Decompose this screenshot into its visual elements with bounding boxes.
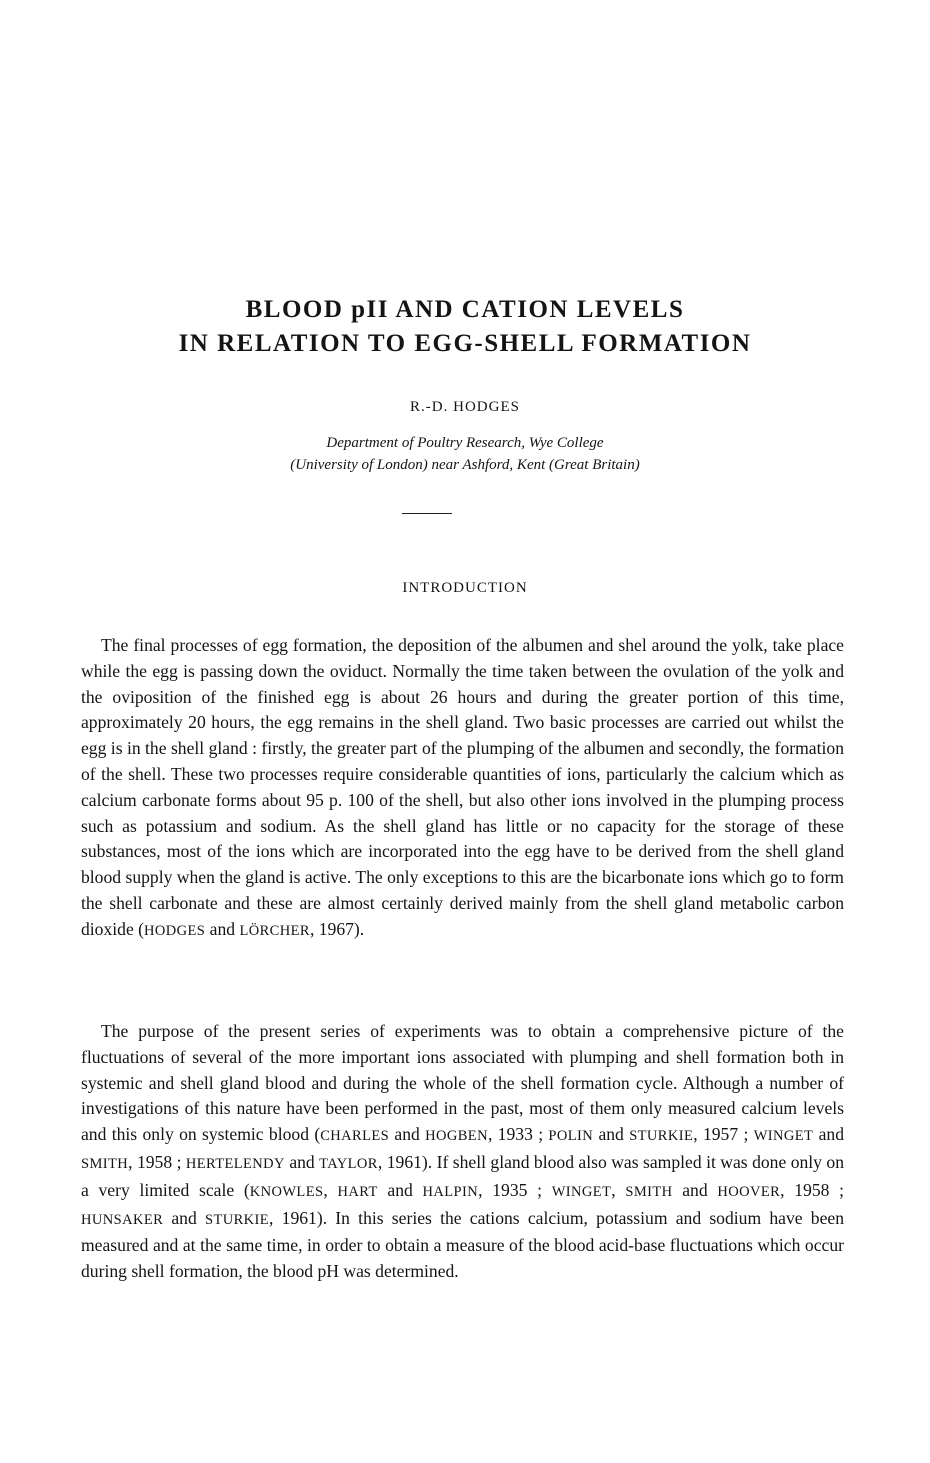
paragraph-text: , 1933 ; <box>487 1124 549 1145</box>
citation-author: HERTELENDY <box>185 1155 285 1172</box>
section-heading-introduction: INTRODUCTION <box>402 580 528 596</box>
paragraph-text: , 1961). If shell gland blood also was sampled it was done only on a very limited scale ( <box>81 1151 845 1200</box>
citation-author: KNOWLES <box>249 1183 324 1200</box>
citation-author: POLIN <box>548 1128 594 1145</box>
paragraph-text: , 1967). <box>309 918 365 939</box>
paragraph-text: and <box>284 1151 320 1172</box>
paragraph-text: The final processes of egg formation, the deposition of the albumen and shel around the yolk, take place while the egg is passing down the oviduct. Normally the time taken between the ovulation of the yolk and the oviposition of the finished egg is about 26 hours and during the greater portion of this time, approximately 20 hours, the egg remains in the shell gland. Two basic processes are carried out whilst the egg is in the shell gland : firstly, the greater part of the plumping of the albumen and secondly, the formation of the shell. These two processes require considerable quantities of ions, particularly the calcium which as calcium carbonate forms about 95 p. 100 of the shell, but also other ions involved in the plumping process such as potassium and sodium. As the shell gland has little or no capacity for the storage of these substances, most of the ions which are incorporated into the egg have to be derived from the shell gland blood supply when the gland is active. The only exceptions to this are the bicarbonate ions which go to form the shell carbonate and these are almost certainly derived mainly from the shell gland metabolic carbon dioxide ( <box>81 635 844 939</box>
introduction-paragraph-2 <box>81 1019 844 1285</box>
citation-author: CHARLES <box>320 1128 390 1145</box>
paragraph-text: , 1957 ; <box>693 1124 754 1145</box>
paragraph-text: and <box>672 1179 718 1200</box>
paragraph-text: and <box>389 1124 426 1145</box>
paragraph-text: and <box>377 1179 423 1200</box>
paragraph-text: and <box>205 918 240 939</box>
citation-author: STURKIE <box>205 1211 270 1228</box>
citation-author: LÖRCHER <box>239 922 310 939</box>
citation-author: WINGET <box>753 1128 814 1145</box>
affiliation-line-1: Department of Poultry Research, Wye College <box>326 435 604 451</box>
citation-author: STURKIE <box>629 1128 694 1145</box>
introduction-paragraph-1 <box>81 633 844 945</box>
citation-author: SMITH <box>625 1183 673 1200</box>
paragraph-text: , <box>611 1179 626 1200</box>
article-title-line-1: BLOOD pII AND CATION LEVELS <box>245 296 685 323</box>
title-divider <box>402 513 452 514</box>
paragraph-text: and <box>813 1124 844 1145</box>
citation-author: HUNSAKER <box>81 1211 164 1228</box>
citation-author: TAYLOR <box>319 1155 378 1172</box>
citation-author: SMITH <box>81 1155 129 1172</box>
paragraph-text: , 1958 ; <box>128 1151 186 1172</box>
article-title-line-2: IN RELATION TO EGG-SHELL FORMATION <box>178 330 752 357</box>
paragraph-text: and <box>163 1207 205 1228</box>
paragraph-text: , <box>323 1179 338 1200</box>
paragraph-text: , 1935 ; <box>478 1179 552 1200</box>
author-name: R.-D. HODGES <box>410 399 520 415</box>
paragraph-text: , 1961). In this series the cations calcium, potassium and sodium have been measured and at the same time, in order to obtain a measure of the blood acid-base fluctuations which occur during shell formation, the blood pH was determined. <box>81 1207 844 1282</box>
paragraph-text: , 1958 ; <box>780 1179 845 1200</box>
citation-author: WINGET <box>551 1183 612 1200</box>
citation-author: HOGBEN <box>425 1128 488 1145</box>
citation-author: HALPIN <box>422 1183 479 1200</box>
citation-author: HART <box>337 1183 378 1200</box>
paragraph-text: The purpose of the present series of experiments was to obtain a comprehensive picture of the fluctuations of several of the more important ions associated with plumping and shell formation both in systemic and shell gland blood and during the whole of the shell formation cycle. Although a number of investigations of this nature have been performed in the past, most of them only measured calcium levels and this only on systemic blood ( <box>81 1021 844 1145</box>
citation-author: HOOVER <box>717 1183 781 1200</box>
citation-author: HODGES <box>144 922 206 939</box>
paragraph-text: and <box>593 1124 630 1145</box>
affiliation-line-2: (University of London) near Ashford, Kent (Great Britain) <box>290 457 640 473</box>
